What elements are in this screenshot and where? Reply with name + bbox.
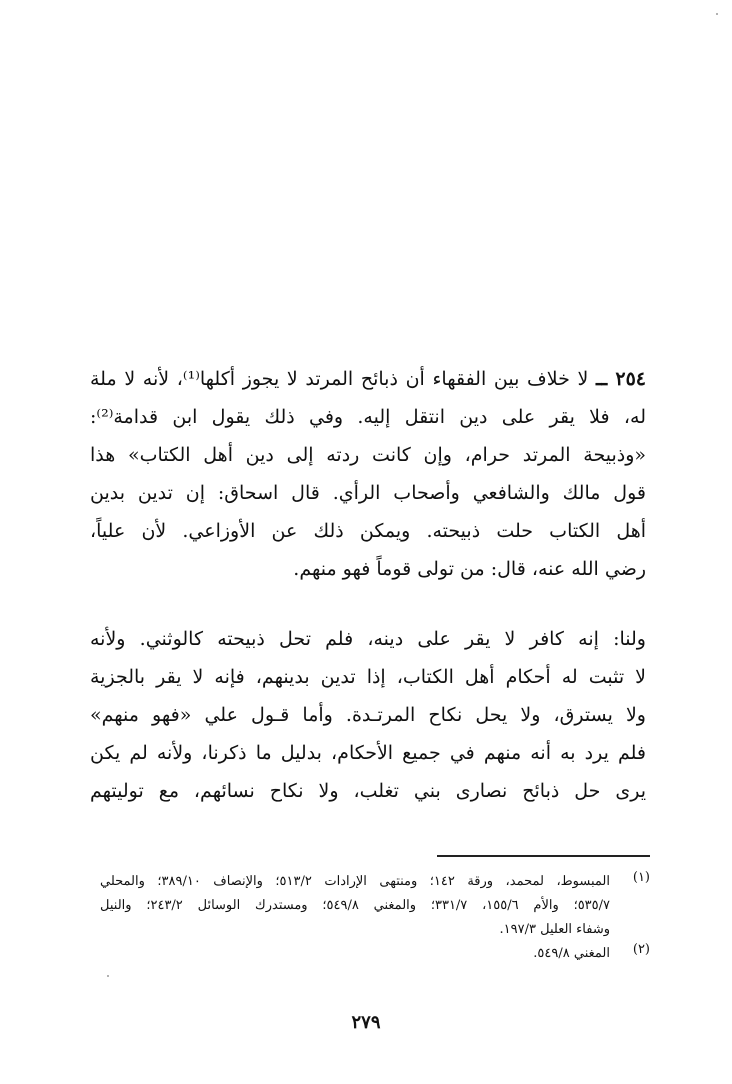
footnote-1-line-2: ٥٣٥/٧؛ والأم ١٥٥/٦، ٣٣١/٧؛ والمغني ٥٤٩/٨؛ ومستدرك الوسائل ٢٤٣/٢؛ والنيل xyxy=(100,898,611,913)
paragraph-1-line-2: له، فلا يقر على دين انتقل إليه. وفي ذلك يقول ابن قدامة⁽²⁾: xyxy=(90,406,646,428)
footnote-2-line-1: المغني ٥٤٩/٨. xyxy=(533,946,610,961)
paragraph-2-line-4: فلم يرد به أنه منهم في جميع الأحكام، بدليل ما ذكرنا، ولأنه لم يكن xyxy=(90,742,646,764)
main-paragraph-1 xyxy=(90,360,646,588)
paragraph-1-line-5: أهل الكتاب حلت ذبيحته. ويمكن ذلك عن الأوزاعي. لأن علياً، xyxy=(90,520,646,542)
paragraph-1-line-1-text: لا خلاف بين الفقهاء أن ذبائح المرتد لا يجوز أكلها⁽¹⁾، لأنه لا ملة xyxy=(90,368,589,390)
footnote-2-marker: (٢) xyxy=(632,942,650,957)
paragraph-1-line-1 xyxy=(90,360,646,398)
footnote-1-marker: (١) xyxy=(632,870,650,885)
paragraph-2-line-3: ولا يسترق، ولا يحل نكاح المرتـدة. وأما قـول علي «فهو منهم» xyxy=(90,704,646,726)
paragraph-1-line-6: رضي الله عنه، قال: من تولى قوماً فهو منهم. xyxy=(293,558,646,580)
paragraph-2-line-1: ولنا: إنه كافر لا يقر على دينه، فلم تحل ذبيحته كالوثني. ولأنه xyxy=(90,628,646,650)
footnotes xyxy=(100,870,650,966)
paragraph-2-line-2: لا تثبت له أحكام أهل الكتاب، إذا تدين بدينهم، فإنه لا يقر بالجزية xyxy=(90,666,646,688)
scan-speck xyxy=(716,13,718,15)
paragraph-1-line-3: «وذبيحة المرتد حرام، وإن كانت ردته إلى دين أهل الكتاب» هذا xyxy=(90,444,646,466)
footnote-1 xyxy=(100,870,650,942)
paragraph-1-line-4: قول مالك والشافعي وأصحاب الرأي. قال اسحاق: إن تدين بدين xyxy=(90,482,646,504)
page-number: ٢٧٩ xyxy=(351,1012,381,1033)
footnote-1-line-3: وشفاء العليل ١٩٧/٣. xyxy=(499,922,610,937)
footnote-1-line-1: المبسوط، لمحمد، ورقة ١٤٢؛ ومنتهى الإرادات ٥١٣/٢؛ والإنصاف ٣٨٩/١٠؛ والمحلي xyxy=(100,874,610,889)
footnote-separator xyxy=(437,855,650,857)
main-paragraph-2 xyxy=(90,620,646,810)
footnote-2 xyxy=(100,942,650,966)
scan-speck xyxy=(107,975,109,977)
paragraph-number: ٢٥٤ ــ xyxy=(596,368,647,390)
paragraph-2-line-5: يرى حل ذبائح نصارى بني تغلب، ولا نكاح نسائهم، مع توليتهم xyxy=(90,780,646,802)
